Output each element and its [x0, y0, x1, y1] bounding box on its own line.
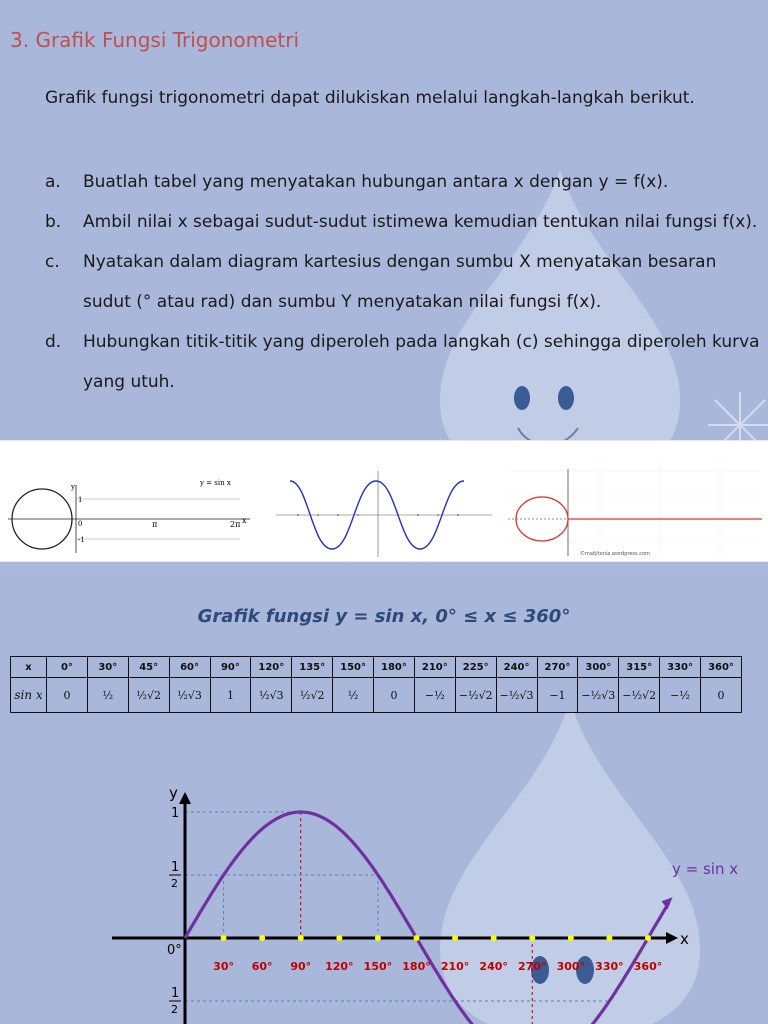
x-axis-point	[221, 935, 227, 941]
x-tick-label: 360°	[633, 960, 663, 973]
steps-list	[45, 162, 763, 402]
y-tick-one: 1	[171, 806, 180, 821]
curve-label: y = sin x	[672, 860, 739, 878]
x-axis-point	[452, 935, 458, 941]
step-item	[45, 162, 763, 202]
slide-graph	[0, 570, 768, 1024]
x-axis-arrow-icon	[666, 932, 678, 944]
table-cell: −½	[660, 678, 701, 713]
table-cell: −½√2	[619, 678, 660, 713]
table-cell: −1	[537, 678, 578, 713]
step-letter: c.	[45, 252, 60, 272]
thumb-minus-one-label: -1	[78, 536, 85, 544]
table-cell: ½	[333, 678, 374, 713]
table-cell: ½	[87, 678, 128, 713]
intro-paragraph: Grafik fungsi trigonometri dapat dilukiskan melalui langkah-langkah berikut.	[45, 88, 695, 108]
sine-curve	[185, 812, 669, 1024]
step-text: Ambil nilai x sebagai sudut-sudut istimewa kemudian tentukan nilai fungsi f(x).	[83, 212, 758, 232]
sine-wave-thumbnail	[268, 441, 500, 561]
table-header-cell: 120°	[251, 657, 292, 678]
x-axis-point	[645, 935, 651, 941]
thumb-y-label: y	[71, 483, 75, 491]
table-cell: −½√3	[496, 678, 537, 713]
sin-value-table	[10, 656, 742, 713]
slide-steps	[0, 0, 768, 440]
table-header-cell: 60°	[169, 657, 210, 678]
table-header-cell: 135°	[292, 657, 333, 678]
step-letter: b.	[45, 212, 62, 232]
table-header-cell: 45°	[128, 657, 169, 678]
table-cell: −½√2	[455, 678, 496, 713]
x-axis-point	[568, 935, 574, 941]
curve-arrow-icon	[662, 897, 673, 909]
table-cell: −½√3	[578, 678, 619, 713]
x-tick-label: 60°	[251, 960, 273, 973]
unit-circle-thumbnail	[0, 441, 268, 561]
step-item	[45, 322, 763, 402]
x-axis-point	[606, 935, 612, 941]
table-header-cell: 360°	[701, 657, 742, 678]
table-header-cell: 210°	[414, 657, 455, 678]
x-tick-label: 300°	[556, 960, 586, 973]
table-header-cell: 330°	[660, 657, 701, 678]
table-cell: 0	[701, 678, 742, 713]
x-tick-label: 150°	[363, 960, 393, 973]
step-text: Hubungkan titik-titik yang diperoleh pada langkah (c) sehingga diperoleh kurva yang utuh.	[83, 332, 760, 392]
origin-label: 0°	[167, 943, 182, 958]
x-tick-label: 90°	[290, 960, 312, 973]
table-row-label: sin x	[11, 678, 47, 713]
table-cell: ½√2	[292, 678, 333, 713]
table-cell: ½√3	[169, 678, 210, 713]
sine-chart	[0, 770, 768, 1024]
thumb-two-pi-label: 2π	[230, 520, 241, 529]
x-axis-point	[529, 935, 535, 941]
table-header-cell: 0°	[47, 657, 88, 678]
x-tick-label: 240°	[479, 960, 508, 973]
y-tick-neg-half-num: 1	[171, 986, 180, 1001]
section-title: 3. Grafik Fungsi Trigonometri	[10, 28, 300, 52]
table-header-cell: 30°	[87, 657, 128, 678]
x-axis-point	[491, 935, 497, 941]
step-letter: d.	[45, 332, 62, 352]
table-header-cell: 150°	[333, 657, 374, 678]
table-cell: ½√2	[128, 678, 169, 713]
x-axis-point	[298, 935, 304, 941]
y-axis-arrow-icon	[179, 792, 191, 804]
x-axis-point	[375, 935, 381, 941]
table-header-cell: 300°	[578, 657, 619, 678]
table-header-cell: 240°	[496, 657, 537, 678]
table-cell: 1	[210, 678, 251, 713]
thumb-pi-label: π	[152, 520, 158, 529]
table-header-row	[11, 657, 742, 678]
table-cell: 0	[374, 678, 415, 713]
graph-title: Grafik fungsi y = sin x, 0° ≤ x ≤ 360°	[197, 606, 571, 627]
x-tick-label: 180°	[402, 960, 431, 973]
x-axis-point	[336, 935, 342, 941]
table-header-cell: 315°	[619, 657, 660, 678]
x-axis-point	[414, 935, 420, 941]
table-header-cell: 90°	[210, 657, 251, 678]
table-cell: ½√3	[251, 678, 292, 713]
table-cell: 0	[47, 678, 88, 713]
step-text: Nyatakan dalam diagram kartesius dengan sumbu X menyatakan besaran sudut (° atau rad) dan sumbu Y menyatakan nilai fungsi f(x).	[83, 252, 717, 312]
step-item	[45, 202, 763, 242]
x-axis-label: x	[680, 930, 689, 948]
table-header-cell: 225°	[455, 657, 496, 678]
thumb-curve-label: y = sin x	[200, 479, 231, 487]
x-tick-label: 120°	[325, 960, 354, 973]
table-cell: −½	[414, 678, 455, 713]
y-tick-neg-half-den: 2	[171, 1003, 178, 1016]
y-tick-half-num: 1	[171, 860, 180, 875]
thumbnail-strip	[0, 440, 768, 562]
y-tick-half-den: 2	[171, 877, 178, 890]
table-row	[11, 678, 742, 713]
x-tick-label: 30°	[213, 960, 234, 973]
thumb-x-label: x	[242, 516, 247, 525]
x-axis-point	[259, 935, 265, 941]
thumb-one-label: 1	[78, 496, 83, 504]
y-axis-label: y	[169, 784, 178, 802]
table-header-cell: 180°	[374, 657, 415, 678]
step-text: Buatlah tabel yang menyatakan hubungan antara x dengan y = f(x).	[83, 172, 669, 192]
table-header-label: x	[11, 657, 47, 678]
x-tick-label: 330°	[595, 960, 624, 973]
table-header-cell: 270°	[537, 657, 578, 678]
step-item	[45, 242, 763, 322]
x-tick-label: 210°	[440, 960, 470, 973]
x-tick-label: 270°	[518, 960, 547, 973]
graph-paper-thumbnail	[500, 441, 768, 561]
thumb-credit: ©matjitonia.wordpress.com	[580, 551, 650, 557]
step-letter: a.	[45, 172, 61, 192]
thumb-zero-label: 0	[78, 520, 83, 528]
